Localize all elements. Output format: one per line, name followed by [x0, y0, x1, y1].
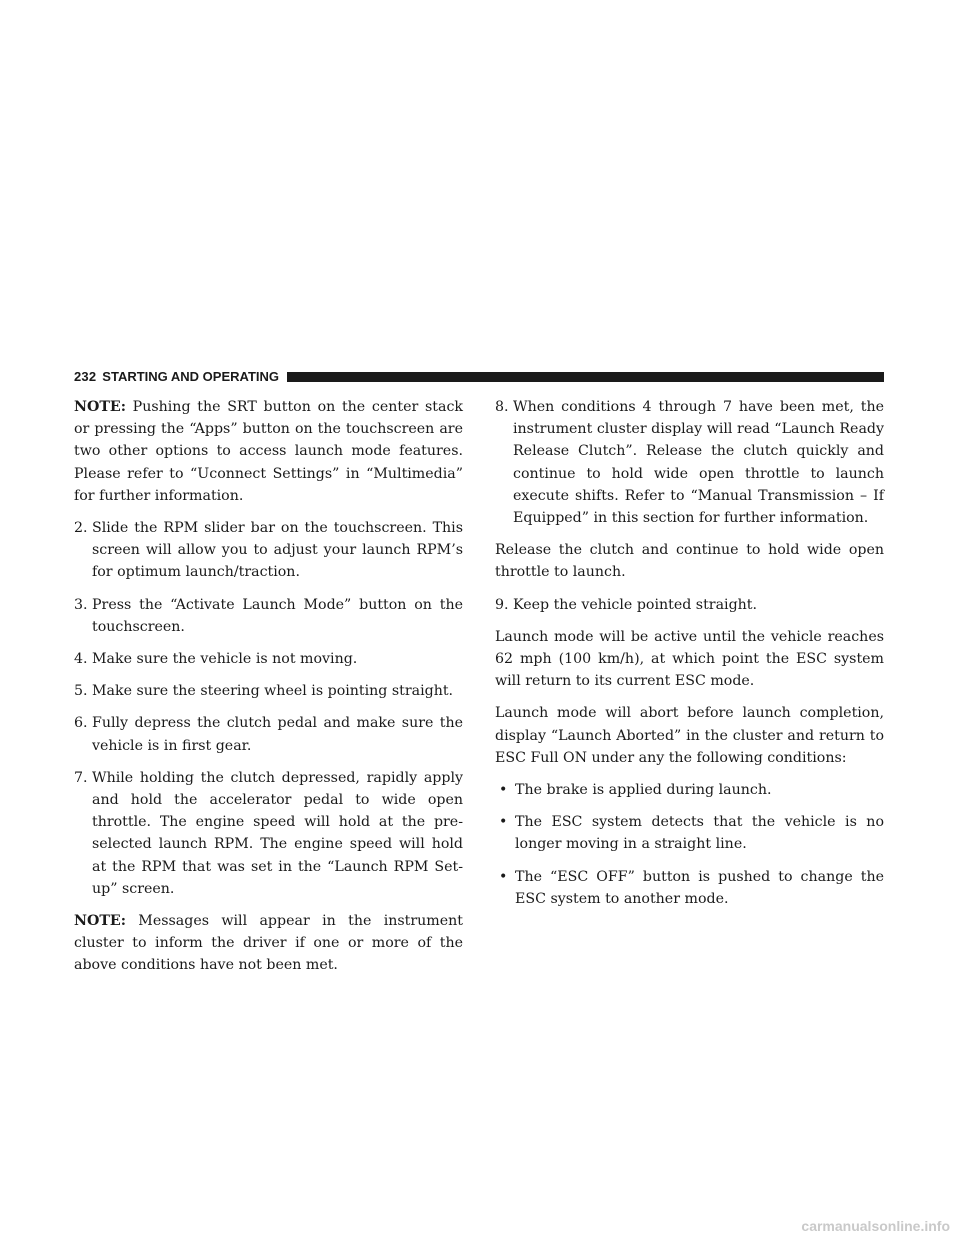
body-paragraph: Launch mode will be active until the vehicle reaches 62 mph (100 km/h), at which point the ESC system will return to its current ESC mode.: [495, 628, 884, 690]
list-item: [74, 767, 463, 900]
step-text: Press the “Activate Launch Mode” button on the touchscreen.: [92, 596, 463, 635]
note-paragraph: [74, 910, 463, 977]
step-text: Make sure the steering wheel is pointing straight.: [92, 683, 454, 700]
body-paragraph: Launch mode will abort before launch completion, display “Launch Aborted” in the cluster and return to ESC Full ON under any the following conditions:: [495, 705, 884, 766]
list-item: [74, 712, 463, 756]
step-text: While holding the clutch depressed, rapidly apply and hold the accelerator pedal to wide open throttle. The engine speed will hold at the pre-selected launch RPM. The engine speed will hold at the RPM that was set in the “Launch RPM Set-up” screen.: [92, 769, 463, 897]
list-item: [495, 594, 884, 616]
bullet-item: [495, 811, 884, 855]
page-header: [74, 369, 884, 383]
bullet-text: The ESC system detects that the vehicle is no longer moving in a straight line.: [515, 814, 884, 853]
step-number: 6.: [74, 715, 88, 732]
bullet-icon: •: [499, 782, 508, 799]
list-item: [74, 648, 463, 670]
bullet-icon: •: [499, 814, 508, 831]
left-column: [74, 396, 463, 987]
step-number: 2.: [74, 520, 88, 537]
note-text: Pushing the SRT button on the center stack or pressing the “Apps” button on the touchscreen are two other options to access launch mode features. Please refer to “Uconnect Settings” in “Multimedia” for further information.: [74, 399, 463, 504]
step-number: 7.: [74, 769, 88, 786]
list-item: [74, 517, 463, 584]
bullet-text: The “ESC OFF” button is pushed to change the ESC system to another mode.: [515, 868, 884, 907]
step-text: Fully depress the clutch pedal and make sure the vehicle is in first gear.: [92, 715, 463, 754]
note-label: NOTE:: [74, 913, 126, 930]
bullet-item: [495, 779, 884, 801]
step-number: 9.: [495, 596, 509, 613]
step-text: Slide the RPM slider bar on the touchscreen. This screen will allow you to adjust your launch RPM’s for optimum launch/traction.: [92, 520, 463, 581]
step-text: When conditions 4 through 7 have been met, the instrument cluster display will read “Launch Ready Release Clutch”. Release the clutch quickly and continue to hold wide open throttle to launch execute shifts. Refer to “Manual Transmission – If Equipped” in this section for further information.: [513, 399, 884, 527]
body-paragraph: Release the clutch and continue to hold wide open throttle to launch.: [495, 542, 884, 581]
note-text: Messages will appear in the instrument cluster to inform the driver if one or more of the above conditions have not been met.: [74, 913, 463, 974]
step-text: Keep the vehicle pointed straight.: [513, 596, 757, 613]
note-paragraph: [74, 396, 463, 507]
note-label: NOTE:: [74, 399, 126, 415]
right-column: [495, 396, 884, 920]
step-text: Make sure the vehicle is not moving.: [92, 651, 358, 668]
list-item: [74, 680, 463, 702]
section-title: STARTING AND OPERATING: [102, 368, 279, 384]
bullet-item: [495, 866, 884, 910]
step-number: 4.: [74, 651, 88, 668]
watermark: carmanualsonline.info: [801, 1218, 950, 1234]
bullet-text: The brake is applied during launch.: [515, 782, 772, 799]
step-number: 5.: [74, 683, 88, 700]
bullet-icon: •: [499, 868, 508, 885]
step-number: 3.: [74, 596, 88, 613]
page-number: 232: [74, 368, 97, 384]
list-item: [74, 594, 463, 638]
step-number: 8.: [495, 399, 509, 415]
list-item: [495, 396, 884, 529]
header-rule: [287, 372, 884, 382]
